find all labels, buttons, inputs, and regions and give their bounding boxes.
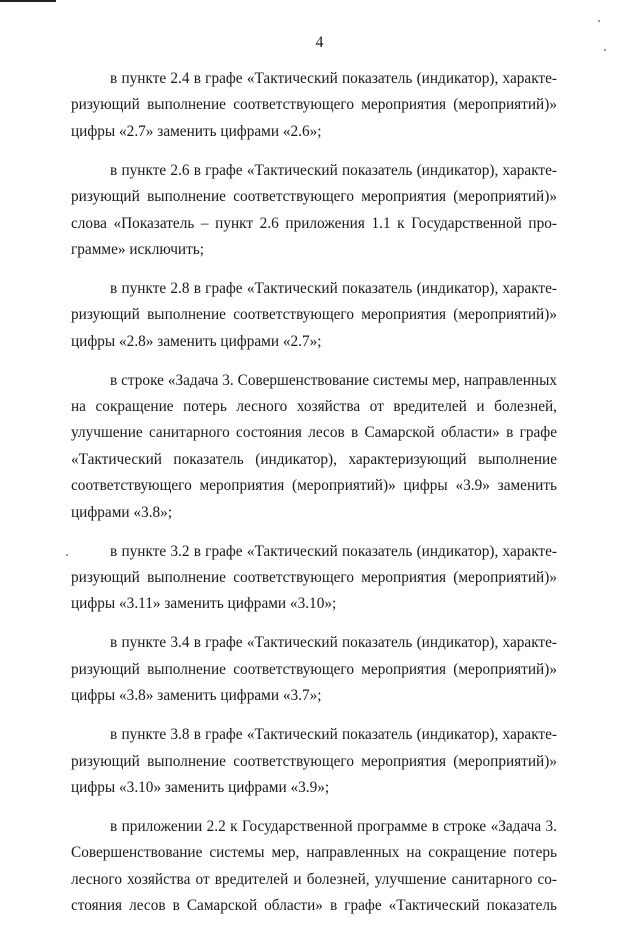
- text-line: ризующий выполнение соответствующего мероприятия (мероприятий)»: [71, 660, 557, 678]
- text-line: в пункте 2.8 в графе «Тактический показатель (индикатор), характе-: [110, 279, 557, 297]
- text-line: цифры «2.8» заменить цифрами «2.7»;: [71, 332, 322, 350]
- text-line: в строке «Задача 3. Совершенствование системы мер, направленных: [110, 371, 557, 389]
- text-line: в пункте 3.2 в графе «Тактический показатель (индикатор), характе-: [110, 542, 557, 560]
- text-line: в пункте 3.8 в графе «Тактический показатель (индикатор), характе-: [110, 726, 557, 744]
- text-line: ризующий выполнение соответствующего мероприятия (мероприятий)»: [71, 569, 557, 587]
- text-line: цифры «3.10» заменить цифрами «3.9»;: [71, 778, 330, 796]
- text-line: цифры «3.8» заменить цифрами «3.7»;: [71, 687, 322, 705]
- paragraph: [71, 722, 557, 801]
- paragraph: [71, 368, 557, 526]
- text-line: грамме» исключить;: [71, 240, 205, 258]
- corner-scan-mark: [0, 0, 56, 2]
- paragraph: [71, 539, 557, 618]
- scan-speck: [604, 49, 606, 51]
- text-line: ризующий выполнение соответствующего мероприятия (мероприятий)»: [71, 96, 557, 114]
- text-line: слова «Показатель – пункт 2.6 приложения 1.1 к Государственной про-: [71, 214, 557, 232]
- text-line: «Тактический показатель (индикатор), характеризующий выполнение: [71, 450, 557, 468]
- text-line: в приложении 2.2 к Государственной программе в строке «Задача 3.: [110, 817, 557, 835]
- paragraph: [71, 276, 557, 355]
- text-line: цифрами «3.8»;: [71, 503, 173, 521]
- text-line: в пункте 3.4 в графе «Тактический показатель (индикатор), характе-: [110, 634, 557, 652]
- scan-speck: [598, 20, 600, 22]
- text-line: на сокращение потерь лесного хозяйства от вредителей и болезней,: [71, 398, 557, 416]
- paragraph: [71, 814, 557, 920]
- text-line: улучшение санитарного состояния лесов в Самарской области» в графе: [71, 424, 557, 442]
- text-line: соответствующего мероприятия (мероприятий)» цифры «3.9» заменить: [71, 477, 557, 495]
- text-line: стояния лесов в Самарской области» в графе «Тактический показатель: [71, 897, 557, 915]
- paragraph: [71, 66, 557, 145]
- paragraph: [71, 158, 557, 264]
- text-line: ризующий выполнение соответствующего мероприятия (мероприятий)»: [71, 306, 557, 324]
- text-line: в пункте 2.4 в графе «Тактический показатель (индикатор), характе-: [110, 70, 557, 87]
- text-line: цифры «3.11» заменить цифрами «3.10»;: [71, 595, 337, 613]
- text-line: в пункте 2.6 в графе «Тактический показатель (индикатор), характе-: [110, 161, 557, 179]
- document-body: [71, 66, 557, 932]
- text-line: лесного хозяйства от вредителей и болезней, улучшение санитарного со-: [71, 870, 557, 888]
- text-line: ризующий выполнение соответствующего мероприятия (мероприятий)»: [71, 752, 557, 770]
- text-line: цифры «2.7» заменить цифрами «2.6»;: [71, 122, 322, 140]
- paragraph: [71, 630, 557, 709]
- text-line: ризующий выполнение соответствующего мероприятия (мероприятий)»: [71, 188, 557, 206]
- text-line: Совершенствование системы мер, направленных на сокращение потерь: [71, 844, 557, 862]
- page-number: 4: [315, 34, 324, 51]
- scan-speck: [66, 554, 68, 556]
